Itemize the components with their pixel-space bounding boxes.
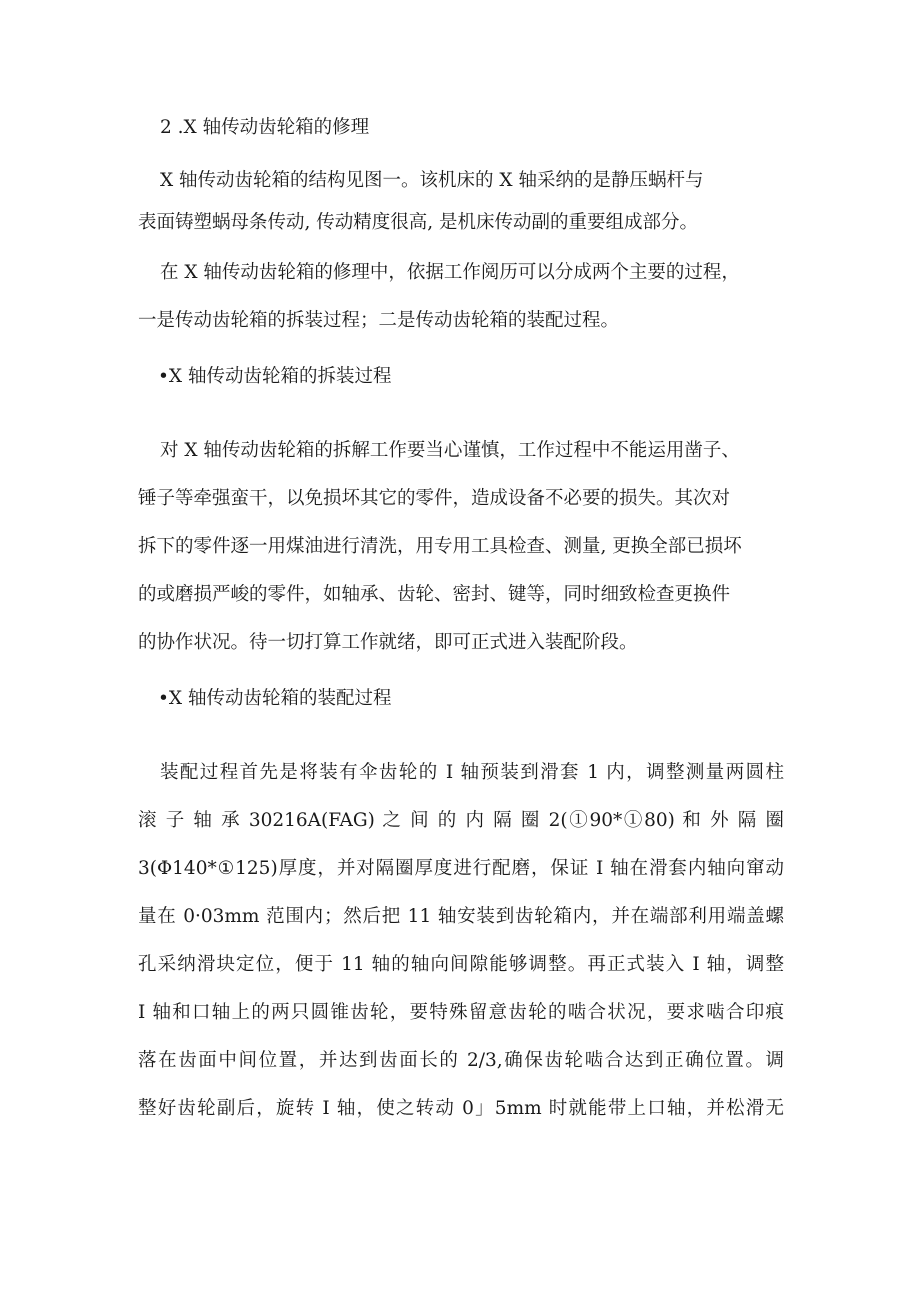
section-heading: 2 .X 轴传动齿轮箱的修理 <box>160 117 370 138</box>
paragraph-line: 孔采纳滑块定位，便于 11 轴的轴向间隙能够调整。再正式装入 I 轴，调整 <box>138 954 784 975</box>
paragraph-line: 对 X 轴传动齿轮箱的拆解工作要当心谨慎，工作过程中不能运用凿子、 <box>160 440 740 461</box>
paragraph-line: 量在 0·03mm 范围内；然后把 11 轴安装到齿轮箱内，并在端部利用端盖螺 <box>138 906 784 927</box>
paragraph-line: 的协作状况。待一切打算工作就绪，即可正式进入装配阶段。 <box>138 632 638 653</box>
paragraph-line: 装配过程首先是将装有伞齿轮的 I 轴预装到滑套 1 内，调整测量两圆柱 <box>160 762 784 783</box>
bullet-heading: •X 轴传动齿轮箱的拆装过程 <box>158 366 392 387</box>
paragraph-line: 的或磨损严峻的零件，如轴承、齿轮、密封、键等，同时细致检查更换件 <box>138 584 731 605</box>
paragraph-line: I 轴和口轴上的两只圆锥齿轮，要特殊留意齿轮的啮合状况，要求啮合印痕 <box>138 1002 784 1023</box>
paragraph-line: 拆下的零件逐一用煤油进行清洗，用专用工具检查、测量, 更换全部已损坏 <box>138 536 742 557</box>
paragraph-line: 锤子等牵强蛮干，以免损坏其它的零件，造成设备不必要的损失。其次对 <box>138 488 731 509</box>
paragraph-line: X 轴传动齿轮箱的结构见图一。该机床的 X 轴采纳的是静压蜗杆与 <box>160 170 704 191</box>
paragraph-line: 一是传动齿轮箱的拆装过程；二是传动齿轮箱的装配过程。 <box>138 310 620 331</box>
paragraph-line: 滚 子 轴 承 30216A(FAG) 之 间 的 内 隔 圈 2(①90*①80) 和 外 隔 圈 <box>138 810 784 831</box>
paragraph-line: 表面铸塑蜗母条传动, 传动精度很高, 是机床传动副的重要组成部分。 <box>138 212 699 233</box>
paragraph-line: 落在齿面中间位置，并达到齿面长的 2/3,确保齿轮啮合达到正确位置。调 <box>138 1050 784 1071</box>
paragraph-line: 整好齿轮副后，旋转 I 轴，使之转动 0」5mm 时就能带上口轴，并松滑无 <box>138 1098 784 1119</box>
paragraph-line: 3(Φ140*①125)厚度，并对隔圈厚度进行配磨，保证 I 轴在滑套内轴向窜动 <box>138 858 784 879</box>
bullet-heading: •X 轴传动齿轮箱的装配过程 <box>158 688 392 709</box>
paragraph-line: 在 X 轴传动齿轮箱的修理中，依据工作阅历可以分成两个主要的过程， <box>160 262 740 283</box>
